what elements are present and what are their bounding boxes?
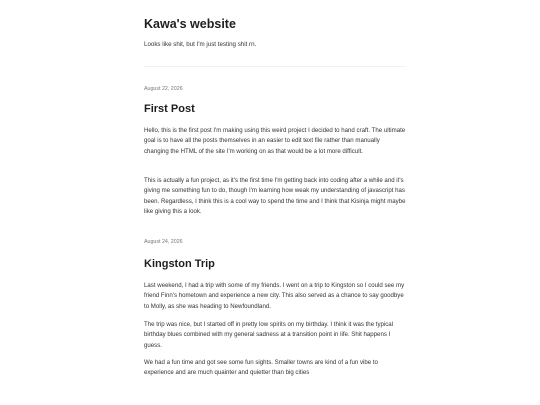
post-paragraph: The trip was nice, but I started off in pretty low spirits on my birthday. I think it was the typical birthday blues combined with my general sadness at a transition point in life. Shit happens I guess.: [144, 321, 394, 349]
post-paragraph: This is actually a fun project, as it's the first time I'm getting back into coding after a while and it's giving me something fun to do, though I'm learning how weak my understanding of javascript has been. Regardless, I think this is a cool way to spend the time and I think that Kisinja might maybe like giving this a look.: [144, 177, 406, 216]
post-paragraph: Last weekend, I had a trip with some of my friends. I went on a trip to Kingston so I could see my friend Finn's hometown and experience a new city. This also served as a chance to say goodbye to Molly, as she was heading to Newfoundland.: [144, 282, 405, 310]
post-date: August 22, 2026: [144, 86, 183, 92]
post-title: First Post: [144, 103, 195, 115]
header-divider: [144, 66, 406, 67]
post-date: August 24, 2026: [144, 239, 183, 245]
post-paragraph: We had a fun time and got see some fun sights. Smaller towns are kind of a fun vibe to experience and are much quainter and quietter than big cities: [144, 359, 378, 377]
site-tagline: Looks like shit, but I'm just testing shit rn.: [144, 41, 257, 48]
site-title: Kawa's website: [144, 17, 236, 31]
post-paragraph: Hello, this is the first post I'm making using this weird project I decided to hand craft. The ultimate goal is to have all the posts themselves in an easier to edit text file rather than manually changing the HTML of the site I'm working on as that would be a lot more difficult.: [144, 127, 406, 155]
post-title: Kingston Trip: [144, 258, 215, 270]
